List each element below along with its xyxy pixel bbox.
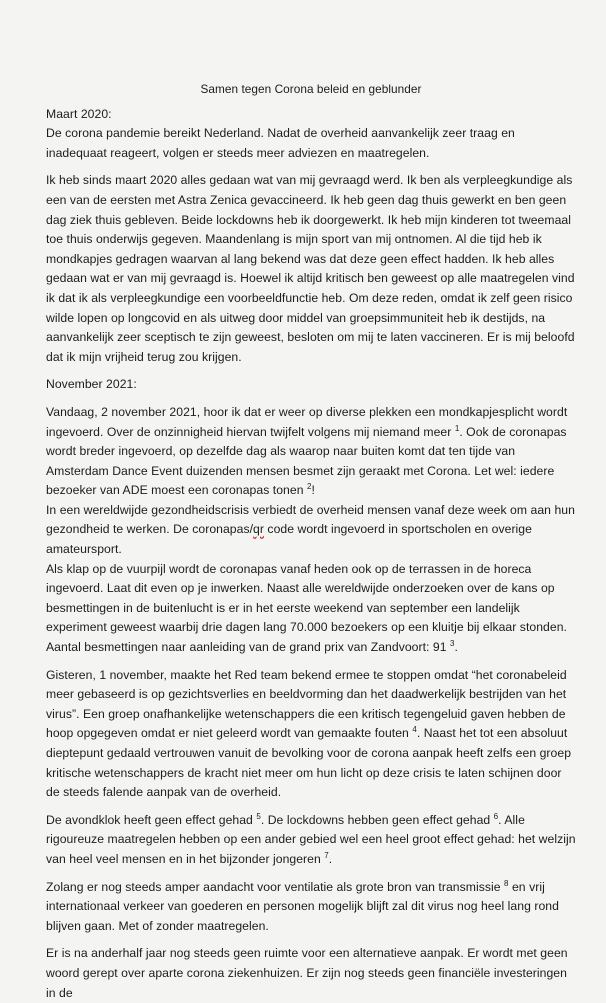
- footnote-ref: 3: [450, 638, 455, 648]
- paragraph: Er is na anderhalf jaar nog steeds geen ruimte voor een alternatieve aanpak. Er wordt met geen woord gerept over aparte corona ziekenhuizen. Er zijn nog steeds geen financiële investeringen in de: [46, 946, 568, 1000]
- paragraph: In een wereldwijde gezondheidscrisis verbiedt de overheid mensen vanaf deze week om aan hun gezondheid te werken. De coronapas/qr code wordt ingevoerd in sportscholen en overige amateursport.: [46, 502, 575, 557]
- paragraph: Als klap op de vuurpijl wordt de coronapas vanaf heden ook op de terrassen in de horeca ingevoerd. Laat dit even op je inwerken. Naast alle wereldwijde onderzoeken over de kans op besmettingen in de buitenlucht is er in het eerste weekend van september een landelijk experiment geweest waarbij drie dagen lang 70.000 bezoekers op een kluitje bij elkaar stonden. Aantal besmettingen naar aanleiding van de grand prix van Zandvoort: 91 $^3$.: [46, 561, 567, 655]
- paragraph: Vandaag, 2 november 2021, hoor ik dat er weer op diverse plekken een mondkapjesplicht wordt ingevoerd. Over de onzinnigheid hiervan twijfelt volgens mij niemand meer $^1$. Ook de coronapas wordt breder ingevoerd, op dezelfde dag als waarop naar buiten komt dat ten tijde van Amsterdam Dance Event duizenden mensen besmet zijn geraakt met Corona. Let wel: iedere bezoeker van ADE moest een coronapas tonen $^2$!: [46, 404, 568, 498]
- footnote-ref: 5: [256, 811, 261, 821]
- document-title: Samen tegen Corona beleid en geblunder: [200, 82, 422, 96]
- paragraph: Ik heb sinds maart 2020 alles gedaan wat van mij gevraagd werd. Ik ben als verpleegkundige als een van de eersten met Astra Zenica gevaccineerd. Ik heb geen dag thuis gewerkt en ben geen dag ziek thuis gebleven. Beide lockdowns heb ik doorgewerkt. Ik heb mijn kinderen tot tweemaal toe thuis onderwijs gegeven. Maandenlang is mijn sport van mij ontnomen. Al die tijd heb ik mondkapjes gedragen waarvan al lang bekend was dat deze geen effect hadden. Ik heb alles gedaan wat er van mij gevraagd is. Hoewel ik altijd kritisch ben geweest op alle maatregelen vind ik dat ik als verpleegkundige een voorbeeldfunctie heb. Om deze reden, omdat ik zelf geen risico wilde lopen op longcovid en als uitweg door middel van groepsimmuniteit heb ik destijds, na aanvankelijk zeer sceptisch te zijn geweest, besloten om mij te laten vaccineren. Er is mij beloofd dat ik mijn vrijheid terug zou krijgen.: [46, 173, 575, 364]
- paragraph: De avondklok heeft geen effect gehad $^5$. De lockdowns hebben geen effect gehad $^6$. Alle rigoureuze maatregelen hebben op een ander gebied wel een heel groot effect gehad: het welzijn van heel veel mensen en in het bijzonder jongeren $^7$.: [46, 811, 576, 866]
- footnote-ref: 1: [454, 423, 460, 433]
- footnote-ref: 2: [306, 482, 312, 492]
- section-heading-maart-2020: Maart 2020:: [46, 106, 112, 121]
- paragraph: Zolang er nog steeds amper aandacht voor ventilatie als grote bron van transmissie $^8$ en vrij internationaal verkeer van goederen en personen mogelijk blijft zal dit virus nog heel lang rond blijven gaan. Met of zonder maatregelen.: [46, 878, 559, 933]
- paragraph: Gisteren, 1 november, maakte het Red team bekend ermee te stoppen omdat “het coronabeleid meer gebaseerd is op gezichtsverlies en beeldvorming dan het daadwerkelijk bestrijden van het virus”. Een groep onafhankelijke wetenschappers die een kritisch tegengeluid gaven hebben de hoop opgegeven omdat er niet geleerd wordt van gemaakte fouten $^4$. Naast het tot een absoluut dieptepunt gedaald vertrouwen vanuit de bevolking voor de corona aanpak heeft zelfs een groep kritische wetenschappers de kracht niet meer om hun licht op deze crisis te laten schijnen door de steeds falende aanpak van de overheid.: [46, 667, 572, 800]
- section-heading-november-2021: November 2021:: [46, 377, 137, 392]
- footnote-ref: 8: [504, 878, 509, 888]
- footnote-ref: 6: [493, 811, 499, 821]
- footnote-ref: 7: [324, 850, 329, 860]
- footnote-ref: 4: [412, 725, 417, 735]
- spellcheck-underline: qr: [253, 522, 264, 537]
- paragraph: De corona pandemie bereikt Nederland. Nadat de overheid aanvankelijk zeer traag en inadequaat reageert, volgen er steeds meer adviezen en maatregelen.: [46, 126, 515, 160]
